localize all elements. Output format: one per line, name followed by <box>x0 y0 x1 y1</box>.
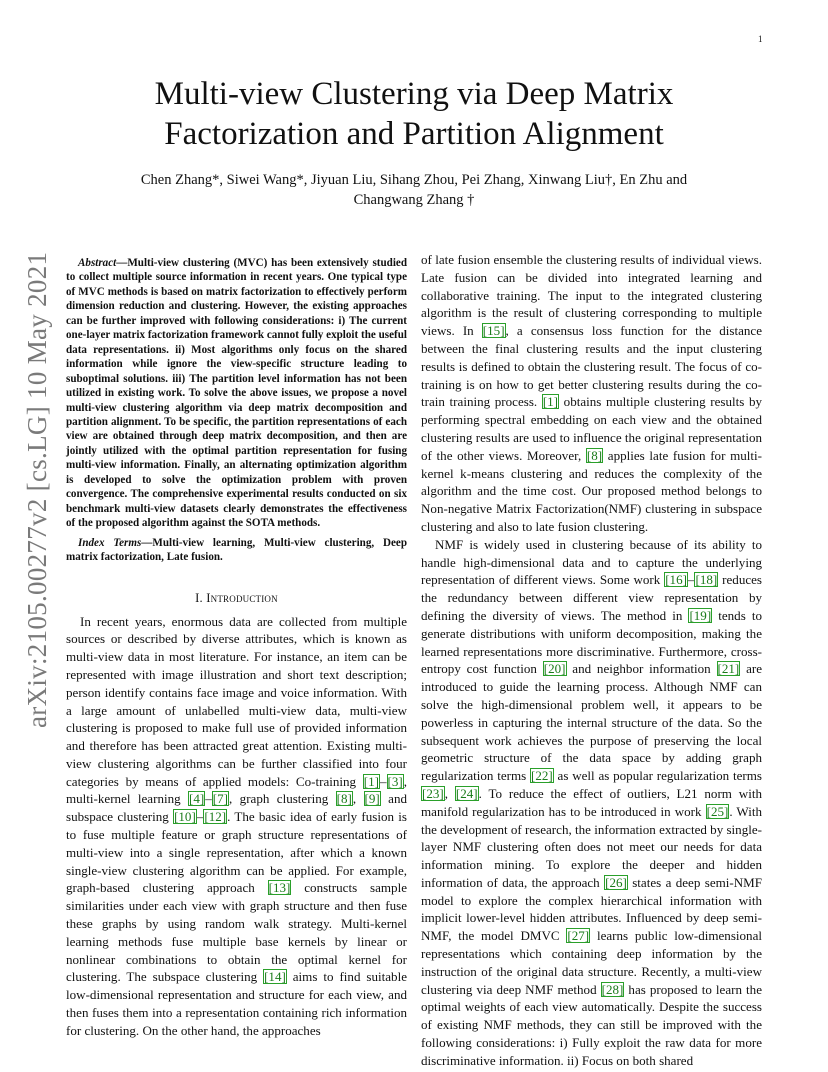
abstract <box>66 256 407 531</box>
citation-link[interactable]: [7] <box>212 791 229 807</box>
citation-link[interactable]: [23] <box>422 785 444 801</box>
index-terms <box>66 536 407 565</box>
intro-paragraph <box>66 613 407 1040</box>
index-terms-lead: Index Terms <box>78 536 142 549</box>
citation-link[interactable]: [28] <box>601 981 624 997</box>
citation-link[interactable]: [25] <box>706 803 729 819</box>
citation-link[interactable]: [26] <box>605 874 627 890</box>
citation-link[interactable]: [1] <box>542 394 559 410</box>
text-run: , a consensus loss function for the distance between the final clustering results and the input clustering results is defined to obtain the clustering result. The focus of co-training is on how to get better clustering results during the co-train training process. <box>421 323 762 410</box>
text-run: states a deep semi-NMF model to explore the complex hierarchical information with implicit lower-level hidden attributes. Influenced by deep semi-NMF, the model DMVC <box>421 874 763 944</box>
citation-link[interactable]: [24] <box>455 785 478 801</box>
text-run: as well as popular regularization terms <box>553 768 762 784</box>
text-run: – <box>196 809 204 825</box>
text-run: , <box>444 785 455 801</box>
citation-link[interactable]: [14] <box>264 969 286 985</box>
citation-link[interactable]: [9] <box>364 791 380 807</box>
text-run: , multi-kernel learning <box>66 773 407 807</box>
citation-link[interactable]: [19] <box>689 607 712 623</box>
text-run: and subspace clustering <box>66 791 407 825</box>
left-column <box>66 256 407 1040</box>
citation-link[interactable]: [12] <box>204 809 227 825</box>
section-heading: I. Introduction <box>195 590 278 605</box>
text-run: – <box>205 791 212 807</box>
citation-link[interactable]: [27] <box>567 928 590 944</box>
citation-link[interactable]: [21] <box>717 661 740 677</box>
citation-link[interactable]: [22] <box>531 768 553 784</box>
text-run: , <box>352 791 364 807</box>
late-fusion-paragraph <box>421 251 762 536</box>
text-run: aims to find suitable low-dimensional representation and structure for each view, and then fuses them into a representation containing rich information for clustering. On the other hand, the approaches <box>66 969 407 1038</box>
text-run: learns public low-dimensional representations which containing deep information by the instruction of the original data structure. Recently, a multi-view clustering via deep NMF method <box>421 928 762 997</box>
citation-link[interactable]: [8] <box>586 447 603 463</box>
citation-link[interactable]: [16] <box>665 572 687 588</box>
text-run: reduces the redundancy between different view representation by defining the diversity of views. The method in <box>421 572 762 623</box>
citation-link[interactable]: [8] <box>336 791 352 807</box>
text-run: . To reduce the effect of outliers, L21 norm with manifold regularization has to be introduced in work <box>421 785 762 819</box>
text-run: applies late fusion for multi-kernel k-means clustering and reduces the complexity of the algorithm and the time cost. Our proposed method belongs to Non-negative Matrix Factorization(NMF) clustering in subspace clustering and also to late fusion clustering. <box>421 447 762 534</box>
text-run: of late fusion ensemble the clustering results of individual views. Late fusion can be divided into integrated learning and collaborative training. The input to the integrated clustering algorithm is the result of clustering corresponding to multiple views. In <box>421 252 762 339</box>
right-column <box>421 251 762 1070</box>
author-list <box>90 170 738 210</box>
citation-link[interactable]: [3] <box>387 773 403 789</box>
text-run: . With the development of research, the information extracted by single-layer NMF clustering often does not meet our needs for data information mining. To explore the deeper and hidden information of data, the approach <box>421 803 762 890</box>
arxiv-stamp[interactable]: arXiv:2105.00277v2 [cs.LG] 10 May 2021 <box>22 251 52 728</box>
text-run: tends to generate distributions with uniform decomposition, making the learned representations more discriminative. Furthermore, cross-entropy cost function <box>421 607 762 677</box>
text-run: – <box>379 773 387 789</box>
author-line-1: Chen Zhang*, Siwei Wang*, Jiyuan Liu, Sihang Zhou, Pei Zhang, Xinwang Liu†, En Zhu and <box>140 172 688 188</box>
citation-link[interactable]: [18] <box>695 572 718 588</box>
paper-title: Multi-view Clustering via Deep Matrix Factorization and Partition Alignment <box>154 76 674 152</box>
nmf-paragraph <box>421 536 762 1070</box>
text-run: obtains multiple clustering results by performing spectral embedding on each view and the obtained clustering results are used to influence the original representation of the other views. Moreover, <box>421 394 762 463</box>
author-line-2: Changwang Zhang † <box>353 192 475 208</box>
abstract-text: —Multi-view clustering (MVC) has been extensively studied to collect multiple source information in recent years. One typical type of MVC methods is based on matrix factorization to effectively perform dimension reduction and clustering. However, the existing approaches can be further improved with following considerations: i) The current one-layer matrix factorization framework cannot fully exploit the useful data representations. ii) Most algorithms only focus on the shared information while ignore the view-specific structure leading to suboptimal solutions. iii) The partition level information has not been utilized in existing work. To solve the above issues, we propose a novel multi-view clustering algorithm via deep matrix decomposition and partition alignment. To be specific, the partition representations of each view are obtained through deep matrix decomposition, and then are jointly utilized with the optimal partition representation for fusing multi-view information. Finally, an alternating optimization algorithm is developed to solve the optimization problem with proven convergence. The comprehensive experimental results conducted on six benchmark multi-view datasets clearly demonstrates the effectiveness of the proposed algorithm against the SOTA methods. <box>66 257 407 530</box>
text-run: constructs sample similarities under each view with graph structure and then fuse these graphs by using random walk strategy. Multi-kernel learning methods fuse multiple base kernels by linear or nonlinear combinations to obtain the optimal kernel for clustering. The subspace clustering <box>66 880 407 985</box>
citation-link[interactable]: [1] <box>363 773 379 789</box>
text-run: In recent years, enormous data are collected from multiple sources or described by diverse attributes, which is known as multi-view data in most literature. For instance, an item can be represented with image illustration and short text description; person identify contains face image and voice information. With a large amount of unlabelled multi-view data, multi-view clustering is proposed to make full use of provided information and therefore has been attracted great attention. Existing multi-view clustering algorithms can be further classified into four categories by means of applied models: Co-training <box>66 613 407 789</box>
text-run: – <box>687 572 695 588</box>
citation-link[interactable]: [13] <box>268 880 291 896</box>
citation-link[interactable]: [15] <box>482 323 505 339</box>
citation-link[interactable]: [20] <box>543 661 566 677</box>
citation-link[interactable]: [4] <box>189 791 205 807</box>
citation-link[interactable]: [10] <box>174 809 196 825</box>
page-number: 1 <box>758 34 763 44</box>
text-run: . The basic idea of early fusion is to fuse multiple feature or graph structure representations of multi-view into a single representation, after which a known single-view clustering algorithm can be applied. For example, graph-based clustering approach <box>66 809 407 896</box>
abstract-lead: Abstract <box>78 257 117 269</box>
text-run: and neighbor information <box>566 661 717 677</box>
text-run: NMF is widely used in clustering because of its ability to handle high-dimensional data and to capture the underlying representation of different views. Some work <box>421 536 762 588</box>
text-run: has proposed to learn the optimal weights of each view automatically. Despite the success of existing NMF methods, they can still be improved with the following considerations: i) Fully exploit the raw data for more discriminative information. ii) Focus on both shared <box>421 981 762 1068</box>
text-run: are introduced to guide the learning process. Although NMF can solve the high-dimensional problem well, it appears to be powerless in capturing the internal structure of the data. So the subsequent work achieves the purpose of preserving the local geometric structure of the data space by adding graph regularization terms <box>421 661 762 784</box>
text-run: , graph clustering <box>229 791 336 807</box>
index-terms-text: —Multi-view learning, Multi-view clustering, Deep matrix factorization, Late fusion. <box>66 536 407 564</box>
